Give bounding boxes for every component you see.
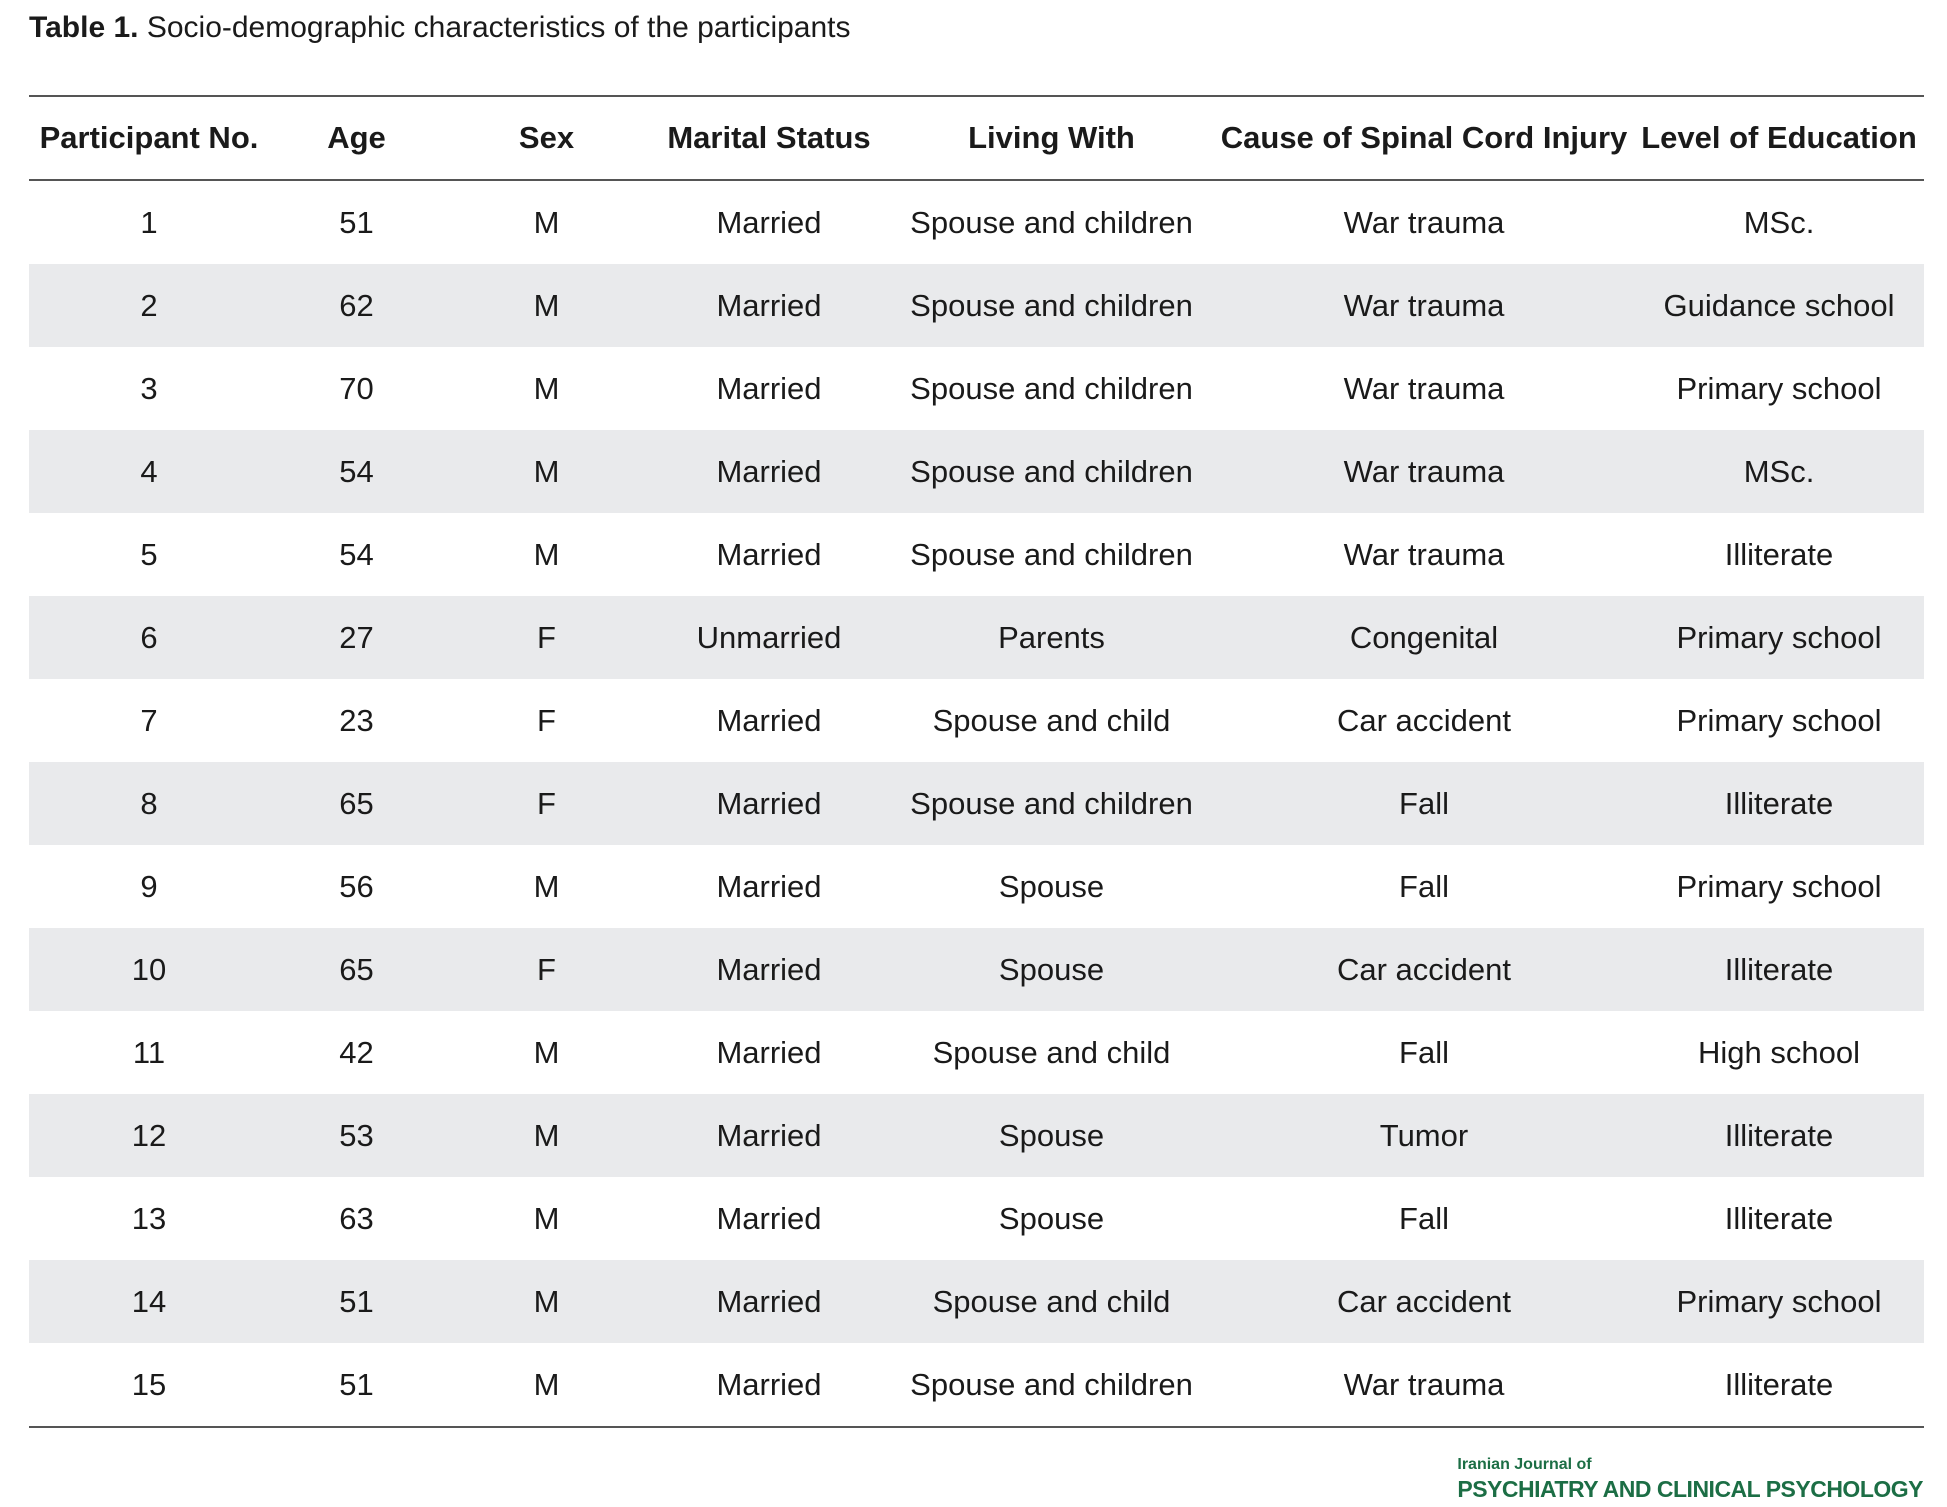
cell-sex: M — [533, 453, 560, 489]
cell-living-with: Spouse and children — [910, 785, 1193, 821]
table-row — [29, 1343, 1924, 1426]
table-row — [29, 679, 1924, 762]
cell-living-with: Spouse and child — [932, 1283, 1171, 1319]
cell-age: 54 — [339, 453, 374, 489]
cell-cause-of-injury: Congenital — [1349, 619, 1499, 655]
journal-name-line1: Iranian Journal of — [1457, 1456, 1592, 1473]
cell-participant-no: 3 — [140, 370, 158, 406]
table-row — [29, 181, 1924, 264]
cell-sex: F — [537, 951, 556, 987]
table-row — [29, 1177, 1924, 1260]
cell-sex: M — [533, 868, 560, 904]
cell-participant-no: 10 — [131, 951, 167, 987]
cell-cause-of-injury: Fall — [1399, 785, 1449, 821]
cell-level-of-education: Illiterate — [1724, 1366, 1834, 1402]
cell-age: 62 — [339, 287, 374, 323]
cell-living-with: Spouse and children — [910, 1366, 1193, 1402]
cell-sex: M — [533, 1200, 560, 1236]
cell-sex: M — [533, 1366, 560, 1402]
cell-living-with: Spouse and children — [910, 453, 1193, 489]
caption-label: Table 1. — [29, 11, 139, 44]
cell-level-of-education: MSc. — [1743, 453, 1815, 489]
cell-living-with: Parents — [998, 619, 1105, 655]
cell-age: 53 — [339, 1117, 374, 1153]
cell-marital-status: Married — [716, 1034, 822, 1070]
cell-sex: M — [533, 204, 560, 240]
cell-sex: M — [533, 1117, 560, 1153]
cell-living-with: Spouse — [998, 868, 1105, 904]
journal-logo — [1457, 1455, 1923, 1503]
cell-participant-no: 4 — [140, 453, 158, 489]
cell-living-with: Spouse and child — [932, 1034, 1171, 1070]
cell-living-with: Spouse — [998, 1200, 1105, 1236]
cell-sex: M — [533, 1283, 560, 1319]
cell-participant-no: 15 — [131, 1366, 167, 1402]
cell-marital-status: Married — [716, 1117, 822, 1153]
table-row — [29, 430, 1924, 513]
table-row — [29, 762, 1924, 845]
cell-participant-no: 11 — [132, 1034, 166, 1070]
cell-level-of-education: MSc. — [1743, 204, 1815, 240]
cell-age: 65 — [339, 951, 374, 987]
cell-level-of-education: Illiterate — [1724, 785, 1834, 821]
cell-cause-of-injury: Fall — [1399, 1034, 1449, 1070]
data-table — [29, 95, 1924, 1428]
header-cause-of-injury: Cause of Spinal Cord Injury — [1220, 120, 1628, 155]
header-age: Age — [327, 120, 386, 155]
table-row — [29, 347, 1924, 430]
cell-marital-status: Married — [716, 951, 822, 987]
cell-age: 51 — [339, 204, 374, 240]
cell-marital-status: Married — [716, 1366, 822, 1402]
cell-living-with: Spouse and children — [910, 370, 1193, 406]
cell-marital-status: Married — [716, 702, 822, 738]
table-row — [29, 1011, 1924, 1094]
cell-cause-of-injury: War trauma — [1343, 370, 1505, 406]
cell-cause-of-injury: Car accident — [1336, 1283, 1512, 1319]
cell-participant-no: 1 — [140, 204, 158, 240]
cell-living-with: Spouse and child — [932, 702, 1171, 738]
cell-level-of-education: High school — [1698, 1034, 1860, 1070]
cell-level-of-education: Illiterate — [1724, 951, 1834, 987]
cell-marital-status: Married — [716, 785, 822, 821]
cell-participant-no: 13 — [131, 1200, 167, 1236]
cell-marital-status: Married — [716, 1283, 822, 1319]
table-header-row — [29, 97, 1924, 181]
cell-level-of-education: Primary school — [1676, 370, 1882, 406]
cell-sex: F — [537, 619, 556, 655]
cell-sex: M — [533, 536, 560, 572]
table-row — [29, 513, 1924, 596]
cell-marital-status: Married — [716, 370, 822, 406]
table-body — [29, 181, 1924, 1426]
cell-participant-no: 14 — [131, 1283, 167, 1319]
cell-marital-status: Unmarried — [696, 619, 842, 655]
table-row — [29, 845, 1924, 928]
caption-text: Socio-demographic characteristics of the participants — [146, 11, 851, 44]
header-living-with: Living With — [968, 120, 1135, 155]
table-row — [29, 1260, 1924, 1343]
cell-cause-of-injury: Tumor — [1379, 1117, 1469, 1153]
cell-level-of-education: Illiterate — [1724, 536, 1834, 572]
table-row — [29, 264, 1924, 347]
journal-name-line2: PSYCHIATRY AND CLINICAL PSYCHOLOGY — [1457, 1476, 1923, 1502]
cell-living-with: Spouse — [998, 951, 1105, 987]
table-caption — [29, 6, 851, 50]
cell-cause-of-injury: War trauma — [1343, 453, 1505, 489]
cell-cause-of-injury: Fall — [1399, 1200, 1449, 1236]
cell-level-of-education: Illiterate — [1724, 1200, 1834, 1236]
cell-marital-status: Married — [716, 453, 822, 489]
cell-living-with: Spouse and children — [910, 287, 1193, 323]
cell-sex: M — [533, 287, 560, 323]
cell-age: 27 — [339, 619, 374, 655]
cell-age: 70 — [339, 370, 374, 406]
cell-participant-no: 8 — [140, 785, 158, 821]
cell-age: 51 — [339, 1283, 374, 1319]
cell-sex: F — [537, 785, 556, 821]
cell-cause-of-injury: War trauma — [1343, 204, 1505, 240]
cell-level-of-education: Primary school — [1676, 868, 1882, 904]
table-row — [29, 1094, 1924, 1177]
cell-sex: M — [533, 1034, 560, 1070]
cell-cause-of-injury: Car accident — [1336, 702, 1512, 738]
cell-age: 63 — [339, 1200, 374, 1236]
cell-participant-no: 6 — [140, 619, 158, 655]
table-row — [29, 928, 1924, 1011]
cell-age: 23 — [339, 702, 374, 738]
cell-participant-no: 5 — [140, 536, 158, 572]
header-level-of-education: Level of Education — [1641, 120, 1917, 155]
cell-cause-of-injury: War trauma — [1343, 1366, 1505, 1402]
cell-age: 54 — [339, 536, 374, 572]
cell-cause-of-injury: Fall — [1399, 868, 1449, 904]
cell-cause-of-injury: War trauma — [1343, 287, 1505, 323]
header-marital-status: Marital Status — [667, 120, 871, 155]
header-participant-no: Participant No. — [39, 120, 259, 155]
cell-living-with: Spouse — [998, 1117, 1105, 1153]
cell-level-of-education: Illiterate — [1724, 1117, 1834, 1153]
cell-marital-status: Married — [716, 287, 822, 323]
cell-sex: F — [537, 702, 556, 738]
cell-level-of-education: Primary school — [1676, 1283, 1882, 1319]
cell-age: 65 — [339, 785, 374, 821]
header-sex: Sex — [518, 120, 575, 155]
cell-marital-status: Married — [716, 536, 822, 572]
cell-age: 42 — [339, 1034, 374, 1070]
cell-age: 51 — [339, 1366, 374, 1402]
cell-participant-no: 2 — [140, 287, 158, 323]
table-row — [29, 596, 1924, 679]
cell-living-with: Spouse and children — [910, 536, 1193, 572]
cell-age: 56 — [339, 868, 374, 904]
cell-participant-no: 12 — [131, 1117, 167, 1153]
cell-level-of-education: Guidance school — [1663, 287, 1895, 323]
cell-participant-no: 9 — [140, 868, 158, 904]
cell-marital-status: Married — [716, 204, 822, 240]
cell-participant-no: 7 — [140, 702, 158, 738]
cell-level-of-education: Primary school — [1676, 702, 1882, 738]
cell-sex: M — [533, 370, 560, 406]
cell-cause-of-injury: Car accident — [1336, 951, 1512, 987]
cell-marital-status: Married — [716, 1200, 822, 1236]
cell-level-of-education: Primary school — [1676, 619, 1882, 655]
cell-cause-of-injury: War trauma — [1343, 536, 1505, 572]
cell-marital-status: Married — [716, 868, 822, 904]
cell-living-with: Spouse and children — [910, 204, 1193, 240]
